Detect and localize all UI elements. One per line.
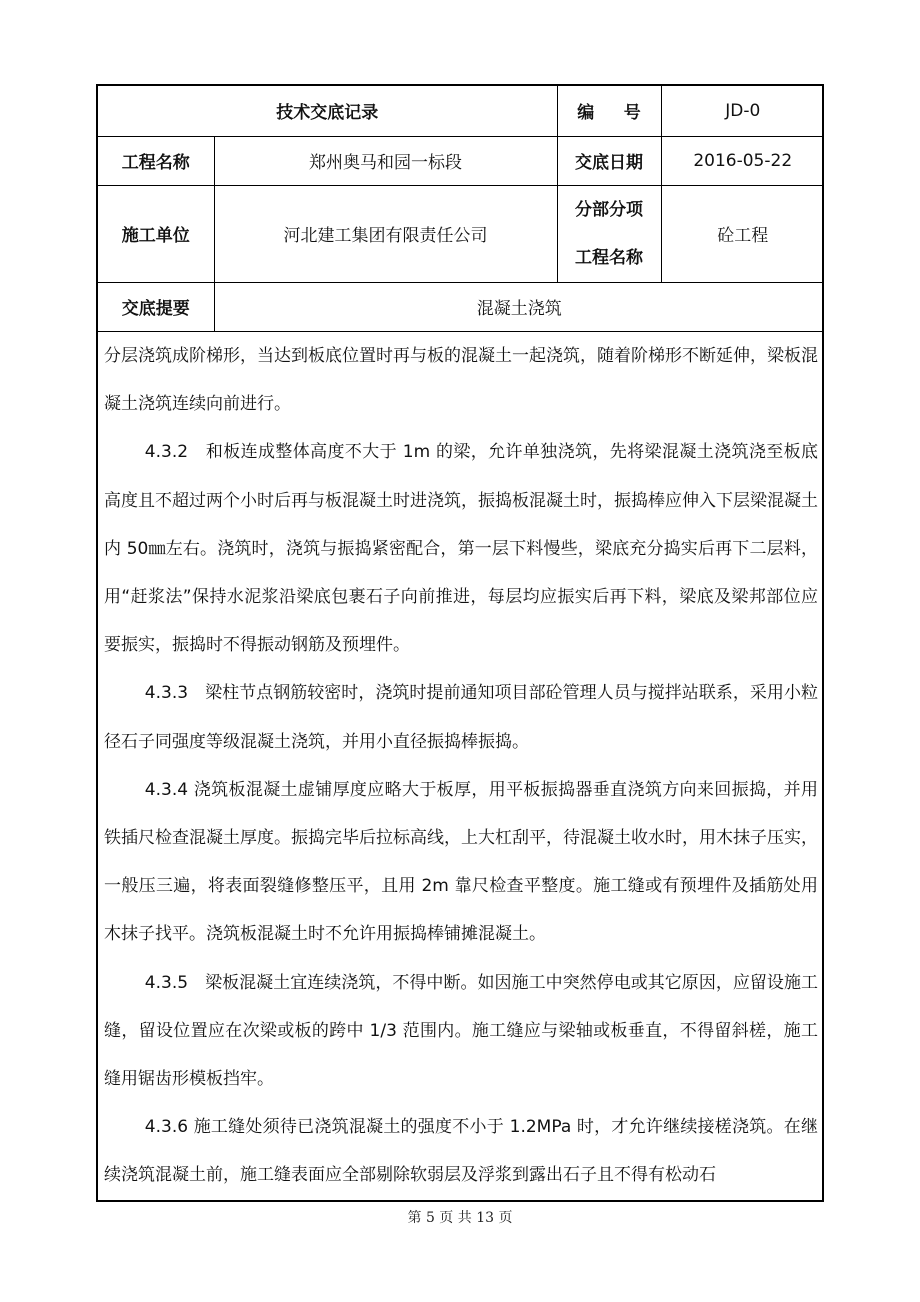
page-footer: 第 5 页 共 13 页 [407, 1210, 513, 1226]
summary-label: 交底提要 [98, 282, 214, 331]
summary-value: 混凝土浇筑 [214, 282, 824, 331]
body-text [104, 332, 818, 1200]
paragraph-4-3-4: 4.3.4 浇筑板混凝土虚铺厚度应略大于板厚，用平板振捣器垂直浇筑方向来回振捣，并用铁插尺检查混凝土厚度。振捣完毕后拉标高线，上大杠刮平，待混凝土收水时，用木抹子压实，一般压三遍，将表面裂缝修整压平，且用 2m 靠尺检查平整度。施工缝或有预埋件及插筋处用木抹子找平。浇筑板混凝土时不允许用振捣棒铺摊混凝土。 [104, 779, 818, 945]
project-label: 工程名称 [98, 136, 214, 185]
number-label: 编 号 [557, 86, 661, 136]
paragraph-4-3-6: 4.3.6 施工缝处须待已浇筑混凝土的强度不小于 1.2MPa 时，才允许继续接槎浇筑。在继续浇筑混凝土前，施工缝表面应全部剔除软弱层及浮浆到露出石子且不得有松动石 [104, 1117, 818, 1186]
paragraph-4-3-2: 4.3.2 和板连成整体高度不大于 1m 的梁，允许单独浇筑，先将梁混凝土浇筑浇至板底高度且不超过两个小时后再与板混凝土时进浇筑，振捣板混凝土时，振捣棒应伸入下层梁混凝土内 50㎜左右。浇筑时，浇筑与振捣紧密配合，第一层下料慢些，梁底充分捣实后再下二层料，用“赶浆法”保持水泥浆沿梁底包裹石子向前推进，每层均应振实后再下料，梁底及梁邦部位应要振实，振捣时不得振动钢筋及预埋件。 [104, 442, 818, 656]
record-sheet [96, 84, 824, 1202]
paragraph-4-3-3: 4.3.3 梁柱节点钢筋较密时，浇筑时提前通知项目部砼管理人员与搅拌站联系，采用小粒径石子同强度等级混凝土浇筑，并用小直径振捣棒振捣。 [104, 683, 818, 752]
paragraph-continued: 分层浇筑成阶梯形，当达到板底位置时再与板的混凝土一起浇筑，随着阶梯形不断延伸，梁板混凝土浇筑连续向前进行。 [104, 346, 818, 415]
sub-label-line-1: 分部分项 [575, 199, 643, 220]
document-title: 技术交底记录 [98, 86, 557, 136]
sub-project-value: 砼工程 [661, 185, 824, 282]
header-table [98, 86, 824, 332]
paragraph-4-3-5: 4.3.5 梁板混凝土宜连续浇筑，不得中断。如因施工中突然停电或其它原因，应留设施工缝，留设位置应在次梁或板的跨中 1/3 范围内。施工缝应与梁轴或板垂直，不得留斜槎，施工缝用锯齿形模板挡牢。 [104, 972, 818, 1090]
date-label: 交底日期 [557, 136, 661, 185]
sub-project-label [557, 185, 661, 282]
number-value: JD-0 [661, 86, 824, 136]
sub-label-line-2: 工程名称 [575, 247, 643, 268]
date-value: 2016-05-22 [661, 136, 824, 185]
unit-label: 施工单位 [98, 185, 214, 282]
unit-value: 河北建工集团有限责任公司 [214, 185, 557, 282]
project-value: 郑州奥马和园一标段 [214, 136, 557, 185]
